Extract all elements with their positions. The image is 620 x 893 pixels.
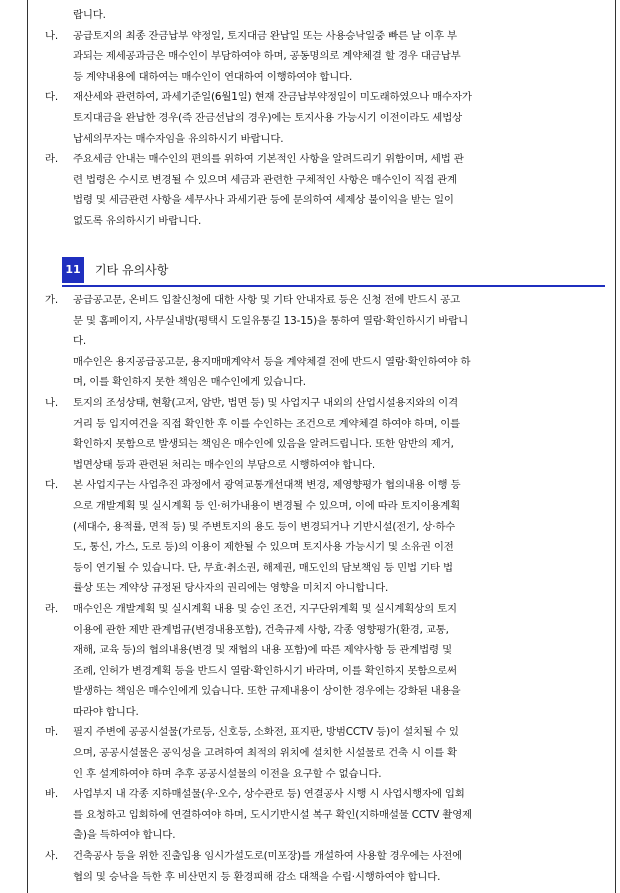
list-item: [33, 393, 605, 475]
list-item: [33, 149, 605, 231]
item-marker: 마.: [45, 726, 59, 739]
item-line: 사업부지 내 각종 지하매설물(우·오수, 상수관로 등) 연결공사 시행 시 사업시행자에 입회: [73, 788, 465, 801]
item-line: 필지 주변에 공공시설물(가로등, 신호등, 소화전, 표지판, 방범CCTV 등)이 설치될 수 있: [73, 726, 459, 739]
item-line: 따라야 합니다.: [73, 705, 139, 718]
item-line: 매수인은 개발계획 및 실시계획 내용 및 승인 조건, 지구단위계획 및 실시계획상의 토지: [73, 602, 457, 615]
list-item: [33, 87, 605, 149]
item-line: 조례, 인허가 변경계획 등을 반드시 열람·확인하시기 바라며, 이를 확인하지 못함으로써: [73, 664, 457, 677]
list-item: [33, 475, 605, 599]
item-marker: 나.: [45, 396, 59, 409]
item-line: 련 법령은 수시로 변경될 수 있으며 세금과 관련한 구체적인 사항은 매수인이 직접 관계: [73, 173, 457, 186]
item-line: 확인하지 못함으로 발생되는 책임은 매수인에 있음을 알려드립니다. 또한 암반의 제거,: [73, 438, 454, 451]
item-line: 과되는 제세공과금은 매수인이 부담하여야 하며, 공동명의로 계약체결 할 경우 대금납부: [73, 50, 461, 63]
item-line: 인 후 설계하여야 하며 추후 공공시설물의 이전을 요구할 수 없습니다.: [73, 767, 382, 780]
list-item: [33, 784, 605, 846]
item-line: 으며, 공공시설물은 공익성을 고려하여 최적의 위치에 설치한 시설물로 건축 시 이를 확: [73, 747, 457, 760]
list-item: [33, 5, 605, 26]
item-line: 률상 또는 계약상 규정된 당사자의 권리에는 영향을 미치지 아니합니다.: [73, 582, 389, 595]
item-line: 거리 등 입지여건을 직접 확인한 후 이를 수인하는 조건으로 계약체결 하여야 하며, 이를: [73, 417, 461, 430]
item-line: 를 요청하고 입회하에 연결하여야 하며, 도시기반시설 복구 확인(지하매설물 CCTV 촬영제: [73, 808, 472, 821]
section-title: 기타 유의사항: [95, 263, 169, 277]
other-precautions-list: [33, 290, 605, 887]
item-line: 토지의 조성상태, 현황(고저, 암반, 법면 등) 및 사업지구 내외의 산업시설용지와의 이격: [73, 396, 458, 409]
section-header: [62, 257, 605, 287]
list-item: [33, 26, 605, 88]
item-line: 도, 통신, 가스, 도로 등)의 이용이 제한될 수 있으며 토지사용 가능시기 및 소유권 이전: [73, 541, 454, 554]
item-marker: 다.: [45, 479, 59, 492]
item-line: 법령 및 세금관련 사항을 세무사나 과세기관 등에 문의하여 세제상 불이익을 받는 일이: [73, 194, 454, 207]
item-line: 재산세와 관련하여, 과세기준일(6월1일) 현재 잔금납부약정일이 미도래하였으나 매수자가: [73, 91, 472, 104]
item-line: 협의 및 승낙을 득한 후 비산먼지 등 환경피해 감소 대책을 수립·시행하여야 합니다.: [73, 870, 441, 883]
tax-notice-continued: [33, 5, 605, 232]
item-line: 출)을 득하여야 합니다.: [73, 829, 176, 842]
list-item: [33, 599, 605, 723]
item-line: 며, 이를 확인하지 못한 책임은 매수인에게 있습니다.: [73, 376, 306, 389]
list-item: [33, 290, 605, 393]
item-marker: 라.: [45, 602, 59, 615]
item-marker: 가.: [45, 294, 59, 306]
item-marker: 나.: [45, 29, 59, 42]
item-line: 없도록 유의하시기 바랍니다.: [73, 214, 202, 227]
page-border-left: [27, 0, 28, 893]
item-line: 랍니다.: [73, 9, 106, 21]
list-item: [33, 722, 605, 784]
item-line: 으로 개발계획 및 실시계획 등 인·허가내용이 변경될 수 있으며, 이에 따라 토지이용계획: [73, 499, 461, 512]
item-marker: 바.: [45, 788, 59, 801]
item-line: (세대수, 용적률, 면적 등) 및 주변토지의 용도 등이 변경되거나 기반시설(전기, 상·하수: [73, 520, 456, 533]
item-line: 재해, 교육 등)의 협의내용(변경 및 재협의 내용 포함)에 따른 제약사항 등 관계법령 및: [73, 644, 452, 657]
item-line: 주요세금 안내는 매수인의 편의를 위하여 기본적인 사항을 알려드리기 위함이며, 세법 관: [73, 153, 464, 166]
item-marker: 사.: [45, 850, 59, 863]
item-line: 등이 연기될 수 있습니다. 단, 무효·취소권, 해제권, 매도인의 담보책임 등 민법 기타 법: [73, 561, 453, 574]
item-marker: 다.: [45, 91, 59, 104]
item-line: 문 및 홈페이지, 사무실내방(평택시 도일유통길 13-15)을 통하여 열람·확인하시기 바랍니: [73, 314, 469, 327]
section-title-underline: [62, 285, 605, 287]
item-line: 매수인은 용지공급공고문, 용지매매계약서 등을 계약체결 전에 반드시 열람·확인하여야 하: [73, 355, 471, 368]
item-marker: 라.: [45, 153, 59, 166]
item-line: 본 사업지구는 사업추진 과정에서 광역교통개선대책 변경, 제영향평가 협의내용 이행 등: [73, 479, 461, 492]
item-line: 공급공고문, 온비드 입찰신청에 대한 사항 및 기타 안내자료 등은 신청 전에 반드시 공고: [73, 294, 461, 306]
item-line: 법면상태 등과 관련된 처리는 매수인의 부담으로 시행하여야 합니다.: [73, 458, 376, 471]
list-item: [33, 846, 605, 887]
item-line: 발생하는 책임은 매수인에게 있습니다. 또한 규제내용이 상이한 경우에는 강화된 내용을: [73, 685, 461, 698]
item-line: 건축공사 등을 위한 진출입용 임시가설도로(미포장)를 개설하여 사용할 경우에는 사전에: [73, 850, 462, 863]
item-line: 이용에 관한 제반 관계법규(변경내용포함), 건축규제 사항, 각종 영향평가(환경, 교통,: [73, 623, 449, 636]
item-line: 다.: [73, 335, 87, 348]
item-line: 공급토지의 최종 잔금납부 약정일, 토지대금 완납일 또는 사용승낙일중 빠른 날 이후 부: [73, 29, 457, 42]
page-border-right: [615, 0, 616, 893]
item-line: 토지대금을 완납한 경우(즉 잔금선납의 경우)에는 토지사용 가능시기 이전이라도 세법상: [73, 111, 462, 124]
section-number-badge: 11: [62, 257, 84, 283]
item-line: 등 계약내용에 대하여는 매수인이 연대하여 이행하여야 합니다.: [73, 70, 353, 83]
item-line: 납세의무자는 매수자임을 유의하시기 바랍니다.: [73, 132, 284, 145]
